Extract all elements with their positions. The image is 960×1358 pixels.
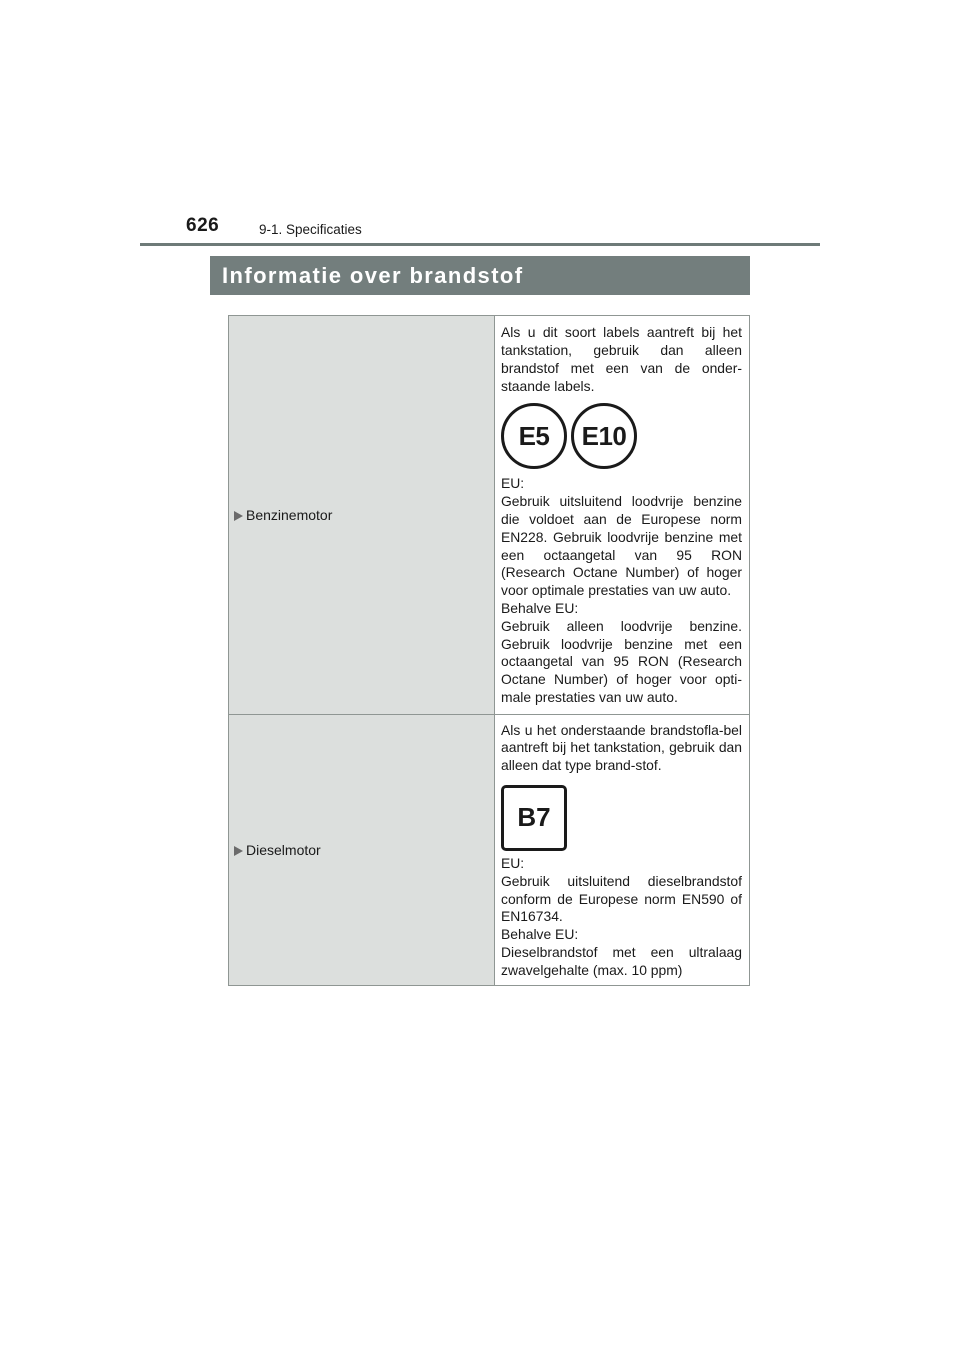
engine-label-cell: [229, 715, 495, 986]
non-eu-text: Dieselbrandstof met een ultralaag zwavelgehalte (max. 10 ppm): [501, 943, 742, 978]
non-eu-text: Gebruik alleen loodvrije benzine. Gebruik loodvrije benzine met een octaangetal van 95 RON (Research Octane Number) of hoger voor opti-male prestaties van uw auto.: [501, 617, 742, 705]
engine-label: Benzinemotor: [246, 507, 333, 523]
intro-text: Als u dit soort labels aantreft bij het tankstation, gebruik dan alleen brandstof met een van de onder-staande labels.: [501, 324, 742, 394]
eu-heading: EU:: [501, 854, 525, 871]
fuel-table: [228, 315, 750, 986]
page-number: 626: [186, 215, 220, 236]
section-label: 9-1. Specificaties: [259, 222, 362, 237]
section-title: Informatie over brandstof: [210, 256, 750, 295]
b7-badge-icon: B7: [501, 785, 567, 851]
fuel-info-cell: [495, 316, 750, 715]
fuel-info-cell: [495, 715, 750, 986]
triangle-bullet-icon: [234, 511, 243, 521]
intro-text: Als u het onderstaande brandstofla-bel aantreft bij het tankstation, gebruik dan alleen dat type brand-stof.: [501, 721, 742, 774]
e10-badge-icon: E10: [571, 403, 637, 469]
triangle-bullet-icon: [234, 846, 243, 856]
engine-label-cell: [229, 316, 495, 715]
non-eu-heading: Behalve EU:: [501, 599, 579, 616]
table-row-petrol: [229, 316, 750, 715]
non-eu-heading: Behalve EU:: [501, 926, 579, 943]
table-row-diesel: [229, 715, 750, 986]
eu-text: Gebruik uitsluitend loodvrije benzine die voldoet aan de Europese norm EN228. Gebruik loodvrije benzine met een octaangetal van 95 RON (Research Octane Number) of hoger voor optimale prestaties van uw auto.: [501, 493, 742, 599]
eu-text: Gebruik uitsluitend dieselbrandstof conform de Europese norm EN590 of EN16734.: [501, 872, 742, 925]
engine-label: Dieselmotor: [246, 842, 321, 858]
header-divider: [140, 243, 820, 246]
e5-badge-icon: E5: [501, 403, 567, 469]
eu-heading: EU:: [501, 475, 525, 492]
fuel-label-badges: [501, 403, 742, 469]
